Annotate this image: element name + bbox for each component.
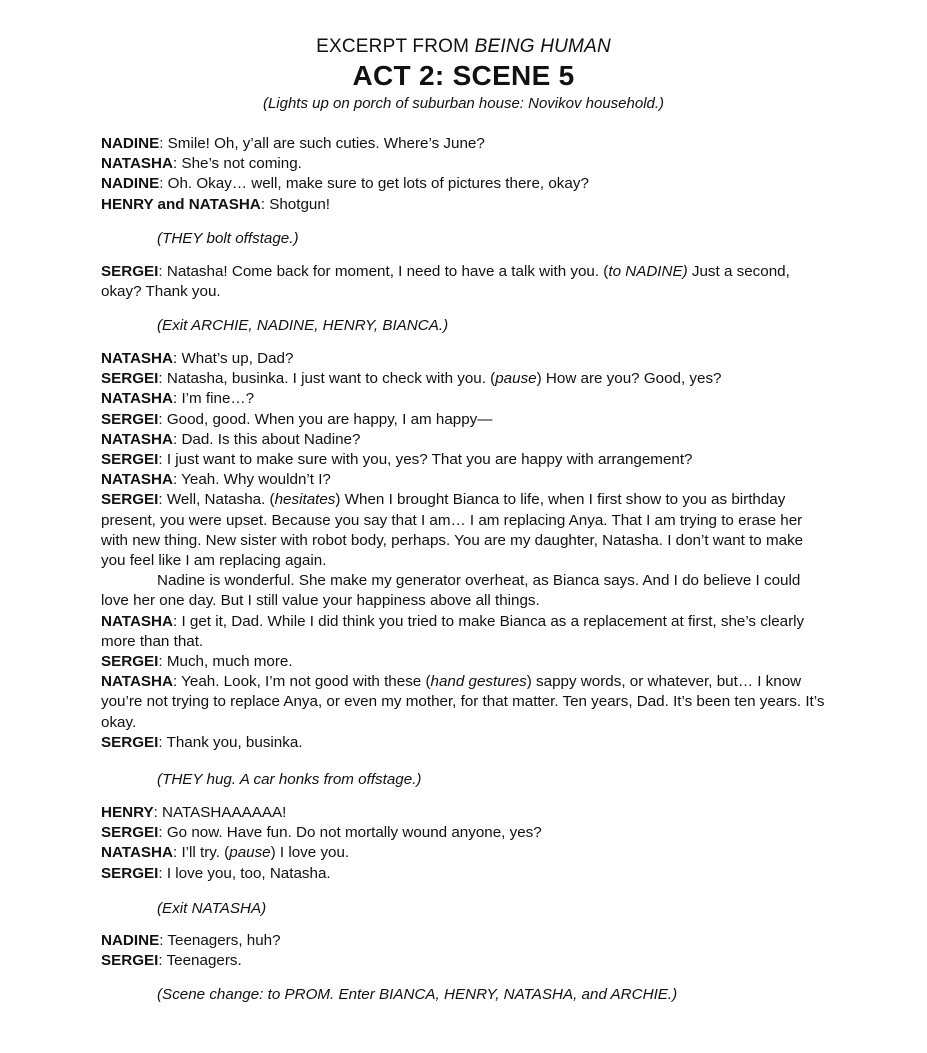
speaker-name: NATASHA [101,430,173,448]
dialogue-text: : Oh. Okay… well, make sure to get lots of pictures there, okay? [159,175,589,193]
dialogue-line [101,733,826,753]
stage-direction: (Scene change: to PROM. Enter BIANCA, HENRY, NATASHA, and ARCHIE.) [157,986,678,1003]
dialogue-text: : Smile! Oh, y’all are such cuties. Where’s June? [159,135,485,152]
dialogue-line [101,803,826,823]
dialogue-line [101,470,826,490]
dialogue-text: ) When I brought Bianca to life, when I first show to you as birthday present, you were upset. Because you say that I am… I am replacing Anya. That I am trying to erase her with new thing. New sister with robot body, perhaps. You are my daughter, Natasha. I don’t want to make you feel like I am replacing again. [101,491,804,570]
dialogue-line [101,410,826,430]
dialogue-text: : Natasha! Come back for moment, I need to have a talk with you. ( [158,263,609,280]
scene-setting: (Lights up on porch of suburban house: Novikov household.) [262,95,665,112]
dialogue-line [101,369,826,389]
dialogue-text: : Teenagers. [158,952,242,970]
dialogue-text: : Dad. Is this about Nadine? [173,430,361,448]
speaker-name: NADINE [101,932,160,949]
dialogue-text: : Natasha, businka. I just want to check with you. ( [158,370,496,388]
dialogue-line [101,262,801,302]
play-title: BEING HUMAN [474,36,611,57]
excerpt-prefix: EXCERPT FROM [316,36,475,57]
dialogue-block-2 [101,262,801,302]
speaker-name: NADINE [101,175,160,193]
act-scene-title: ACT 2: SCENE 5 [352,60,575,91]
dialogue-line [101,951,826,971]
dialogue-line [101,154,826,174]
parenthetical: hand gestures [430,673,527,691]
dialogue-text: : Much, much more. [158,653,293,671]
dialogue-line [101,490,826,571]
speaker-name: HENRY and NATASHA [101,195,261,213]
speaker-name: SERGEI [101,491,159,509]
dialogue-text: ) sappy words, or whatever, but… I know you’re not trying to replace Anya, or even my mother, for that matter. Ten years, Dad. It’s been ten years. It’s okay. [101,673,825,731]
dialogue-line [101,672,826,733]
dialogue-text: : Thank you, businka. [158,733,303,751]
speaker-name: NATASHA [101,471,173,489]
speaker-name: SERGEI [101,410,159,428]
dialogue-line [101,134,826,154]
dialogue-text: : I’ll try. ( [173,844,230,862]
dialogue-text: : Yeah. Look, I’m not good with these ( [173,673,431,691]
dialogue-text: : Go now. Have fun. Do not mortally wound anyone, yes? [158,824,542,842]
stage-direction: (Exit NATASHA) [157,900,267,917]
parenthetical: hesitates [274,491,336,509]
dialogue-text: : I love you, too, Natasha. [158,864,331,882]
dialogue-block-3 [101,349,826,753]
dialogue-line [101,612,826,652]
dialogue-text: : I’m fine…? [173,390,255,408]
dialogue-line [101,864,826,884]
dialogue-text: ) How are you? Good, yes? [536,370,722,388]
dialogue-line [101,195,826,215]
speaker-name: SERGEI [101,952,159,970]
dialogue-text: : What’s up, Dad? [173,350,294,367]
dialogue-text: : I get it, Dad. While I did think you tried to make Bianca as a replacement at first, she’s clearly more than that. [101,612,805,650]
excerpt-heading [0,36,927,58]
stage-direction: (THEY bolt offstage.) [157,230,299,247]
speaker-name: NADINE [101,135,160,152]
dialogue-text: : NATASHAAAAAA! [153,804,287,821]
speaker-name: SERGEI [101,451,159,469]
dialogue-text: : Shotgun! [260,195,331,213]
speaker-name: NATASHA [101,155,173,173]
dialogue-line [101,571,826,611]
speaker-name: NATASHA [101,390,173,408]
dialogue-text: ) I love you. [270,844,350,862]
dialogue-text: : Well, Natasha. ( [158,491,275,509]
parenthetical: pause [495,370,537,388]
speaker-name: SERGEI [101,263,159,280]
dialogue-text: : Yeah. Why wouldn’t I? [173,471,331,489]
dialogue-line [101,652,826,672]
dialogue-text: Just a second, okay? Thank you. [101,263,790,301]
dialogue-text: : Teenagers, huh? [159,932,281,949]
dialogue-text: : She’s not coming. [173,155,302,173]
dialogue-line [101,450,826,470]
dialogue-line [101,389,826,409]
speaker-name: NATASHA [101,350,173,367]
dialogue-line [101,823,826,843]
stage-direction: (Exit ARCHIE, NADINE, HENRY, BIANCA.) [157,317,449,334]
speaker-name: HENRY [101,804,154,821]
dialogue-line [101,843,826,863]
speaker-name: NATASHA [101,844,173,862]
speaker-name: SERGEI [101,653,159,671]
speaker-name: SERGEI [101,370,159,388]
stage-direction: (THEY hug. A car honks from offstage.) [157,771,422,788]
speaker-name: NATASHA [101,612,173,630]
dialogue-block-5 [101,931,826,971]
speaker-name: SERGEI [101,864,159,882]
speaker-name: SERGEI [101,733,159,751]
dialogue-text: : Good, good. When you are happy, I am happy— [158,410,493,428]
dialogue-line [101,174,826,194]
dialogue-line [101,430,826,450]
speaker-name: NATASHA [101,673,173,691]
dialogue-block-1 [101,134,826,215]
dialogue-line [101,931,826,951]
parenthetical: to NADINE) [608,263,688,280]
dialogue-text: Nadine is wonderful. She make my generator overheat, as Bianca says. And I do believe I could love her one day. But I still value your happiness above all things. [101,572,801,610]
dialogue-line [101,349,826,369]
speaker-name: SERGEI [101,824,159,842]
dialogue-text: : I just want to make sure with you, yes? That you are happy with arrangement? [158,451,693,469]
parenthetical: pause [229,844,271,862]
dialogue-block-4 [101,803,826,884]
